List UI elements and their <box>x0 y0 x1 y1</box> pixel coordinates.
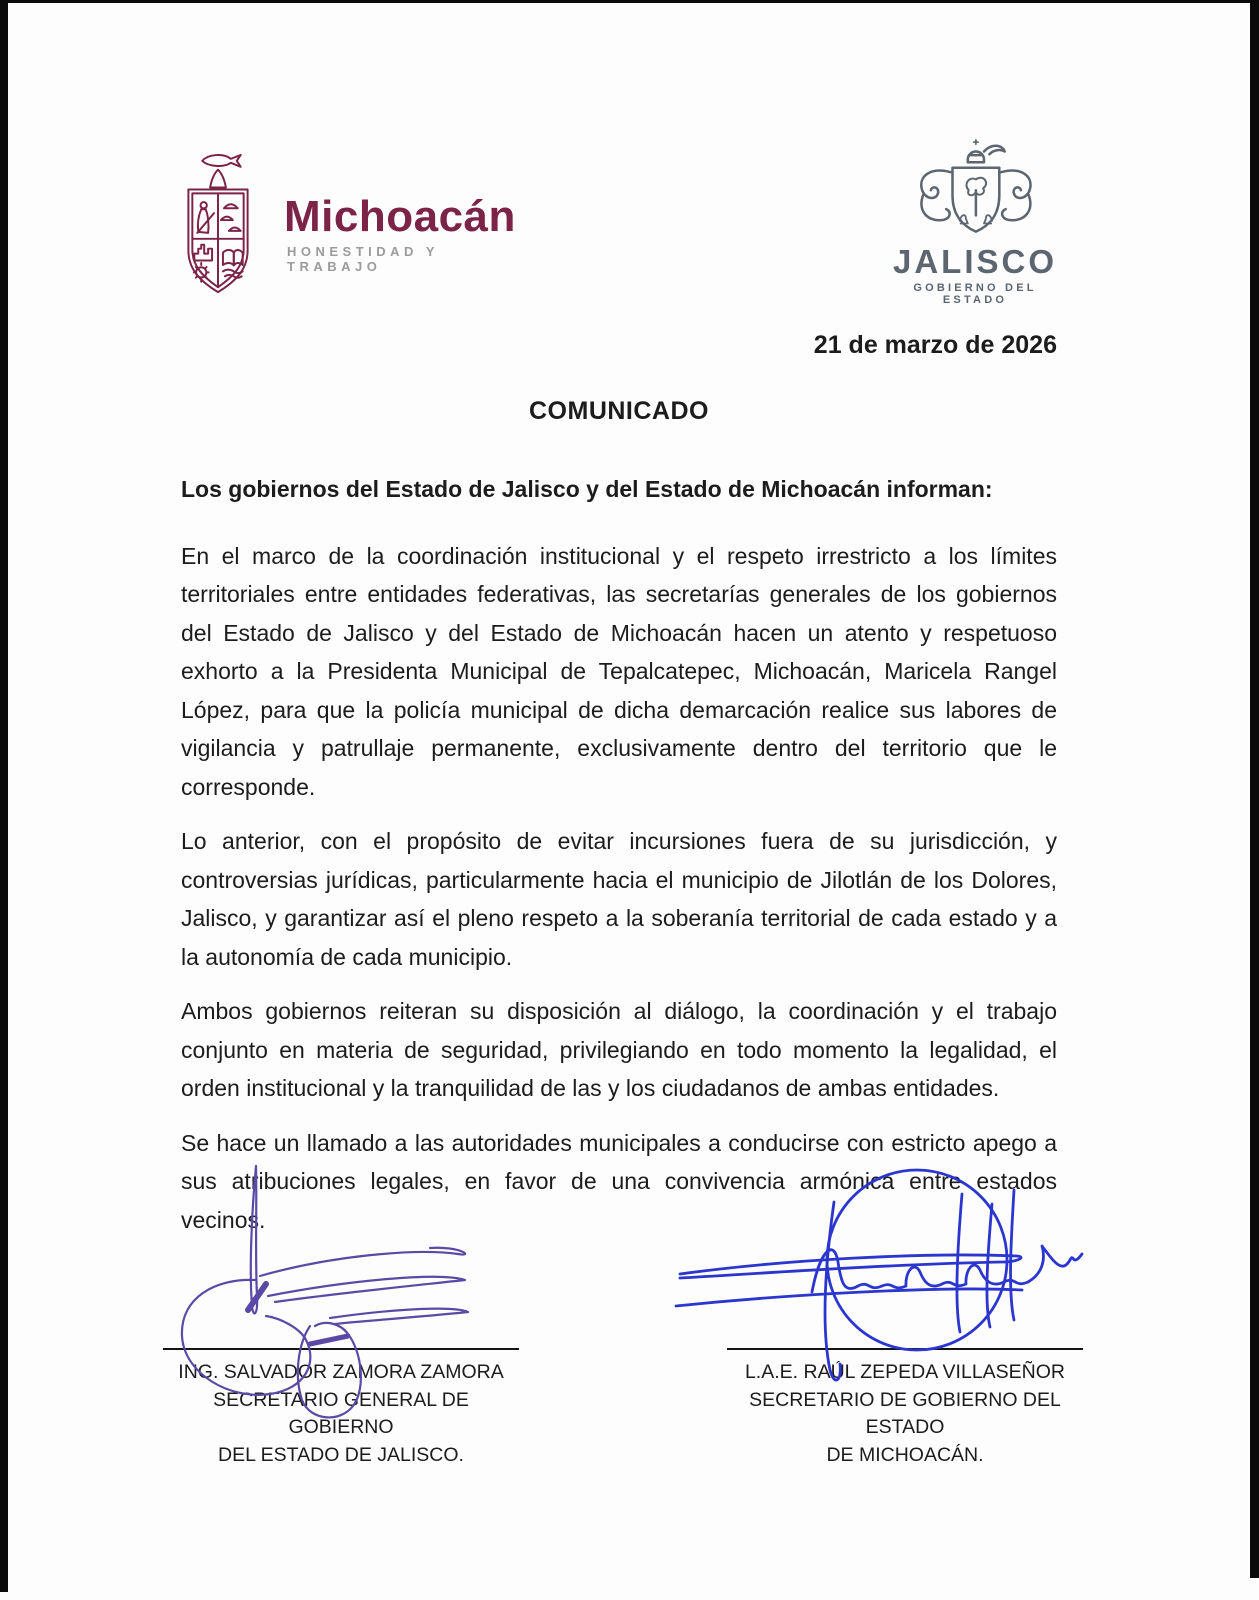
signer-title-line1: SECRETARIO DE GOBIERNO DEL ESTADO <box>749 1388 1061 1438</box>
signature-block-michoacan <box>727 1348 1083 1469</box>
michoacan-wordmark: Michoacán <box>284 192 516 241</box>
letter-title: COMUNICADO <box>529 397 709 425</box>
signer-name: ING. SALVADOR ZAMORA ZAMORA <box>178 1361 504 1383</box>
letter-body <box>181 330 1057 1255</box>
signature-block-jalisco <box>163 1348 519 1469</box>
signer-title-line2: DE MICHOACÁN. <box>826 1443 984 1466</box>
scan-edge-right <box>1250 0 1259 1578</box>
jalisco-logo <box>885 138 1065 306</box>
signature-rule <box>163 1348 519 1350</box>
letter-paragraph-3: Ambos gobiernos reiteran su disposición al diálogo, la coordinación y el trabajo conjunto en materia de seguridad, privilegiando en todo momento la legalidad, el orden institucional y la tranquilidad de las y los ciudadanos de ambas entidades. <box>181 998 1057 1101</box>
letter-paragraph-4: Se hace un llamado a las autoridades municipales a conducirse con estricto apego a sus atribuciones legales, en favor de una convivencia armónica entre estados vecinos. <box>181 1129 1057 1233</box>
michoacan-coat-of-arms-icon <box>168 150 268 300</box>
letter-paragraph-1: En el marco de la coordinación institucional y el respeto irrestricto a los límites territoriales entre entidades federativas, las secretarías generales de los gobiernos del Estado de Jalisco y del Estado de Michoacán hacen un atento y respetuoso exhorto a la Presidenta Municipal de Tepalcatepec, Michoacán, Maricela Rangel López, para que la policía municipal de dicha demarcación realice sus labores de vigilancia y patrullaje permanente, exclusivamente dentro del territorio que le corresponde. <box>181 542 1057 800</box>
letter-paragraph-2: Lo anterior, con el propósito de evitar incursiones fuera de su jurisdicción, y controversias jurídicas, particularmente hacia el municipio de Jilotlán de los Dolores, Jalisco, y garantizar así el pleno respeto a la soberanía territorial de cada estado y a la autonomía de cada municipio. <box>181 828 1057 970</box>
jalisco-coat-of-arms-icon <box>890 138 1060 246</box>
letter-intro: Los gobiernos del Estado de Jalisco y del Estado de Michoacán informan: <box>181 476 993 502</box>
signer-title-line2: DEL ESTADO DE JALISCO. <box>218 1443 464 1466</box>
michoacan-tagline: HONESTIDAD Y TRABAJO <box>287 244 439 274</box>
jalisco-wordmark: JALISCO <box>892 243 1058 280</box>
michoacan-logo <box>168 148 516 300</box>
letter-date: 21 de marzo de 2026 <box>813 331 1057 359</box>
signer-title-line1: SECRETARIO GENERAL DE GOBIERNO <box>213 1388 469 1438</box>
jalisco-tagline: GOBIERNO DEL ESTADO <box>913 282 1037 306</box>
scan-edge-left <box>0 0 8 1592</box>
scan-edge-top <box>0 0 1259 3</box>
signer-name: L.A.E. RAÚL ZEPEDA VILLASEÑOR <box>744 1361 1066 1383</box>
signature-rule <box>727 1348 1083 1350</box>
